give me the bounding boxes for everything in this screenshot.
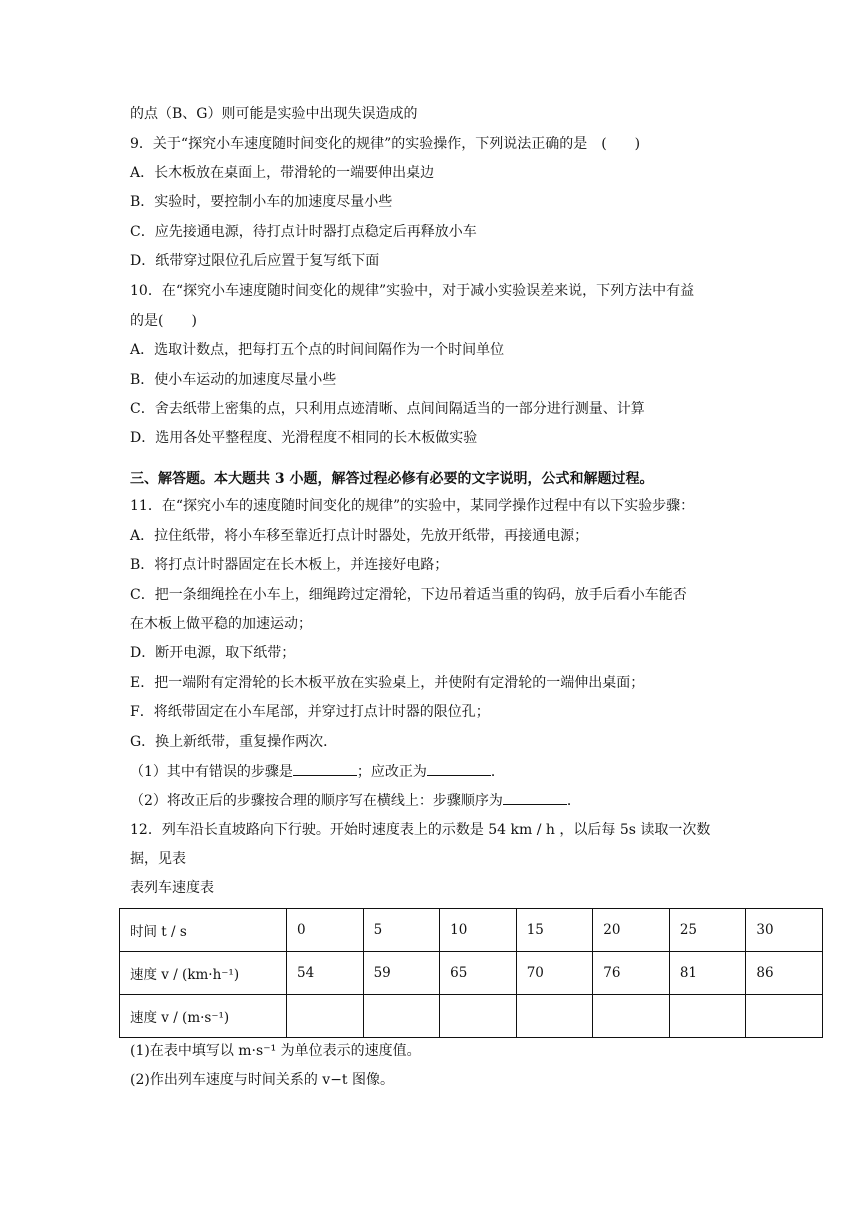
empty-answer-cell[interactable] xyxy=(669,995,746,1038)
q11-sub-1-prefix: （1）其中有错误的步骤是 xyxy=(130,764,293,780)
question-12-cont: 据，见表 xyxy=(130,851,186,867)
q10-option-b: B．使小车运动的加速度尽量小些 xyxy=(130,372,337,388)
q9-option-a: A．长木板放在桌面上，带滑轮的一端要伸出桌边 xyxy=(130,165,435,181)
table-cell: 25 xyxy=(669,909,746,952)
empty-answer-cell[interactable] xyxy=(593,995,670,1038)
table-cell: 20 xyxy=(593,909,670,952)
question-9: 9．关于“探究小车速度随时间变化的规律”的实验操作，下列说法正确的是 ( ) xyxy=(130,136,641,152)
text-line: 的点（B、G）则可能是实验中出现失误造成的 xyxy=(130,106,418,122)
q11-sub-1 xyxy=(130,761,505,782)
question-11: 11．在“探究小车的速度随时间变化的规律”的实验中，某同学操作过程中有以下实验步骤： xyxy=(130,498,695,514)
q9-option-d: D．纸带穿过限位孔后应置于复写纸下面 xyxy=(130,253,380,269)
table-cell: 速度 v / (m·s⁻¹) xyxy=(120,995,287,1038)
q11-step-e: E．把一端附有定滑轮的长木板平放在实验桌上，并使附有定滑轮的一端伸出桌面； xyxy=(130,675,645,691)
q11-sub-2 xyxy=(130,790,581,811)
table-cell: 59 xyxy=(363,952,440,995)
empty-answer-cell[interactable] xyxy=(746,995,823,1038)
table-caption: 表列车速度表 xyxy=(130,880,214,896)
question-10-cont: 的是( ) xyxy=(130,313,197,329)
q10-option-d: D．选用各处平整程度、光滑程度不相同的长木板做实验 xyxy=(130,430,478,446)
table-cell: 81 xyxy=(669,952,746,995)
table-cell: 时间 t / s xyxy=(120,909,287,952)
table-cell: 54 xyxy=(287,952,364,995)
table-cell: 15 xyxy=(516,909,593,952)
empty-answer-cell[interactable] xyxy=(516,995,593,1038)
q9-option-c: C．应先接通电源，待打点计时器打点稳定后再释放小车 xyxy=(130,224,477,240)
q11-sub-1-end: ． xyxy=(490,764,505,780)
q10-option-a: A．选取计数点，把每打五个点的时间间隔作为一个时间单位 xyxy=(130,342,505,358)
q11-step-b: B．将打点计时器固定在长木板上，并连接好电路； xyxy=(130,557,449,573)
table-cell: 70 xyxy=(516,952,593,995)
q11-step-f: F．将纸带固定在小车尾部，并穿过打点计时器的限位孔； xyxy=(130,704,490,720)
table-cell: 65 xyxy=(440,952,517,995)
table-cell: 10 xyxy=(440,909,517,952)
q11-sub-2-end: ． xyxy=(566,793,581,809)
table-cell: 86 xyxy=(746,952,823,995)
q11-step-g: G．换上新纸带，重复操作两次． xyxy=(130,734,338,750)
q11-step-c-cont: 在木板上做平稳的加速运动； xyxy=(130,616,312,632)
empty-answer-cell[interactable] xyxy=(287,995,364,1038)
empty-answer-cell[interactable] xyxy=(440,995,517,1038)
empty-answer-cell[interactable] xyxy=(363,995,440,1038)
q11-sub-2-prefix: （2）将改正后的步骤按合理的顺序写在横线上：步骤顺序为 xyxy=(130,793,503,809)
q9-option-b: B．实验时，要控制小车的加速度尽量小些 xyxy=(130,194,393,210)
answer-blank[interactable] xyxy=(293,761,357,776)
q11-step-c: C．把一条细绳拴在小车上，细绳跨过定滑轮，下边吊着适当重的钩码，放手后看小车能否 xyxy=(130,587,687,603)
table-row xyxy=(120,995,823,1038)
answer-blank[interactable] xyxy=(427,761,491,776)
table-cell: 76 xyxy=(593,952,670,995)
speed-table xyxy=(119,908,823,1038)
q12-sub-1: (1)在表中填写以 m·s⁻¹ 为单位表示的速度值。 xyxy=(130,1043,421,1059)
q10-option-c: C．舍去纸带上密集的点，只利用点迹清晰、点间间隔适当的一部分进行测量、计算 xyxy=(130,401,645,417)
q12-sub-2: (2)作出列车速度与时间关系的 v−t 图像。 xyxy=(130,1072,394,1088)
section-3-heading: 三、解答题。本大题共 3 小题，解答过程必修有必要的文字说明，公式和解题过程。 xyxy=(130,471,654,487)
question-10: 10．在“探究小车速度随时间变化的规律”实验中，对于减小实验误差来说，下列方法中有益 xyxy=(130,283,695,299)
q11-sub-1-mid: ；应改正为 xyxy=(356,764,427,780)
q11-step-a: A．拉住纸带，将小车移至靠近打点计时器处，先放开纸带，再接通电源； xyxy=(130,528,589,544)
table-cell: 30 xyxy=(746,909,823,952)
question-12: 12．列车沿长直坡路向下行驶。开始时速度表上的示数是 54 km / h ，以后每 5s 读取一次数 xyxy=(130,822,711,838)
table-cell: 0 xyxy=(287,909,364,952)
table-row xyxy=(120,952,823,995)
q11-step-d: D．断开电源，取下纸带； xyxy=(130,645,296,661)
answer-blank[interactable] xyxy=(503,790,567,805)
table-cell: 5 xyxy=(363,909,440,952)
table-row xyxy=(120,909,823,952)
table-cell: 速度 v / (km·h⁻¹) xyxy=(120,952,287,995)
